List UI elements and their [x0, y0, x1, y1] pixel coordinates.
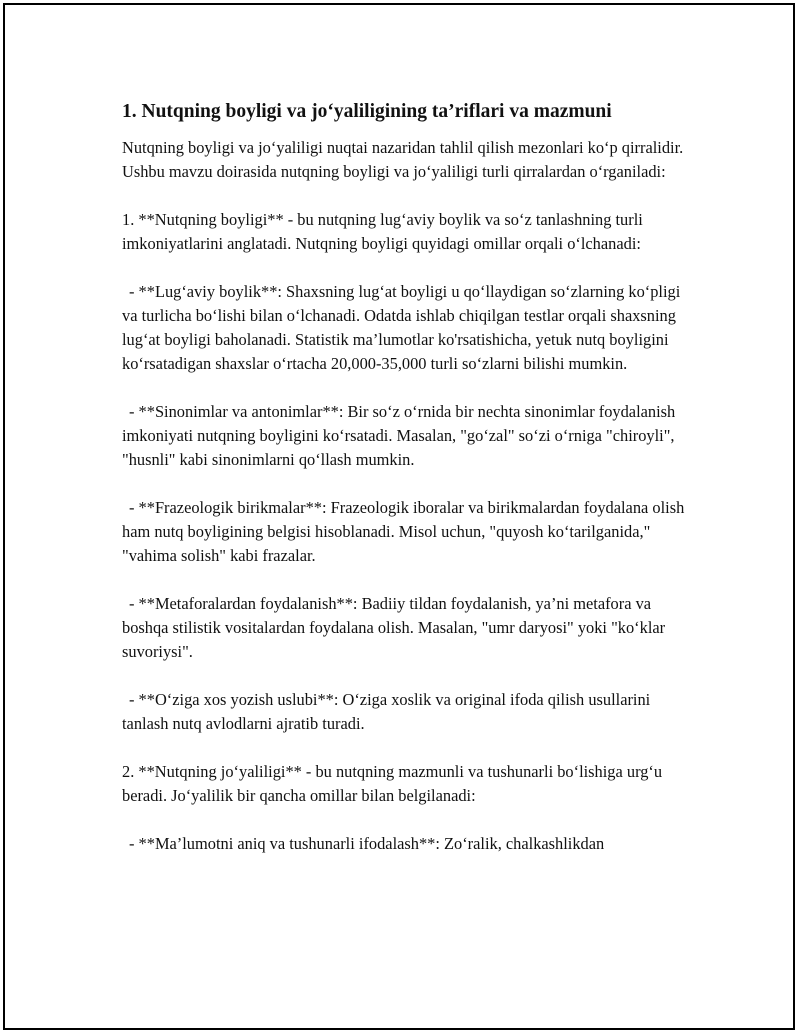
bullet-paragraph: - **Sinonimlar va antonimlar**: Bir so‘z o‘rnida bir nechta sinonimlar foydalanish imkoniyati nutqning boyligini ko‘rsatadi. Masalan, "go‘zal" so‘zi o‘rniga "chiroyli", "husnli" kabi sinonimlarni qo‘llash mumkin. — [122, 402, 676, 469]
paragraph: Nutqning boyligi va jo‘yaliligi nuqtai nazaridan tahlil qilish mezonlari ko‘p qirralidir. Ushbu mavzu doirasida nutqning boyligi va jo‘yaliligi turli qirralardan o‘rganiladi: — [122, 138, 684, 181]
paragraph-list — [122, 136, 692, 856]
section-heading: 1. Nutqning boyligi va jo‘yaliligining ta’riflari va mazmuni — [122, 101, 612, 122]
bullet-paragraph: - **Metaforalardan foydalanish**: Badiiy tildan foydalanish, ya’ni metafora va boshqa stilistik vositalardan foydalana olish. Masalan, "umr daryosi" yoki "ko‘klar suvoriysi". — [122, 594, 666, 661]
document-page — [3, 3, 795, 1030]
paragraph: 2. **Nutqning jo‘yaliligi** - bu nutqning mazmunli va tushunarli bo‘lishiga urg‘u beradi. Jo‘yalilik bir qancha omillar bilan belgilanadi: — [122, 762, 663, 805]
bullet-paragraph: - **Lug‘aviy boylik**: Shaxsning lug‘at boyligi u qo‘llaydigan so‘zlarning ko‘pligi va turlicha bo‘lishi bilan o‘lchanadi. Odatda ishlab chiqilgan testlar orqali shaxsning lug‘at boyligi baholanadi. Statistik ma’lumotlar ko'rsatishicha, yetuk nutq boyligini ko‘rsatadigan shaxslar o‘rtacha 20,000-35,000 turli so‘zlarni bilishi mumkin. — [122, 282, 681, 373]
paragraph: 1. **Nutqning boyligi** - bu nutqning lug‘aviy boylik va so‘z tanlashning turli imkoniyatlarini anglatadi. Nutqning boyligi quyidagi omillar orqali o‘lchanadi: — [122, 210, 643, 253]
document-body — [122, 98, 692, 880]
bullet-paragraph: - **O‘ziga xos yozish uslubi**: O‘ziga xoslik va original ifoda qilish usullarini tanlash nutq avlodlarni ajratib turadi. — [122, 690, 651, 733]
bullet-paragraph: - **Ma’lumotni aniq va tushunarli ifodalash**: Zo‘ralik, chalkashlikdan — [129, 834, 605, 853]
bullet-paragraph: - **Frazeologik birikmalar**: Frazeologik iboralar va birikmalardan foydalana olish ham nutq boyligining belgisi hisoblanadi. Misol uchun, "quyosh ko‘tarilganida," "vahima solish" kabi frazalar. — [122, 498, 685, 565]
